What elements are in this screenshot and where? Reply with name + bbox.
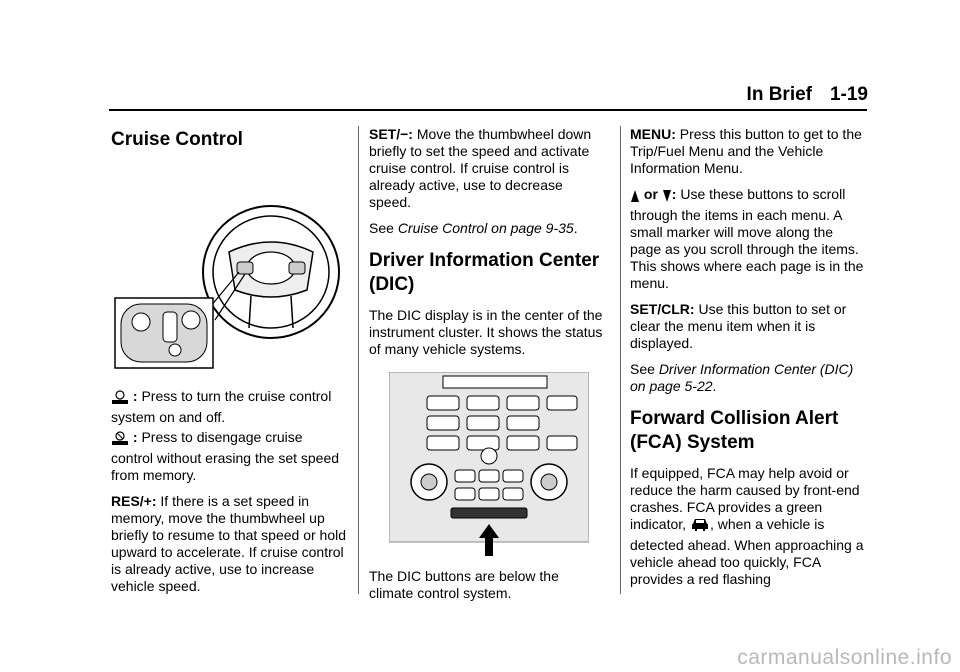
fca-intro: If equipped, FCA may help avoid or reduce the harm caused by front-end crashes. FCA provides a green indicator, , when a vehicle is detected ahead. When approaching a vehicle ahead too quickly, FCA provides a red flashing — [630, 465, 864, 587]
vehicle-ahead-icon — [690, 517, 710, 537]
dic-buttons-figure — [389, 372, 589, 562]
dic-intro: The DIC display is in the center of the instrument cluster. It shows the status of many vehicle systems. — [369, 307, 603, 357]
res-term: RES/+: — [111, 493, 157, 509]
page-number: 1-19 — [829, 84, 868, 105]
menu-entry — [630, 126, 868, 177]
up-arrow-icon — [630, 189, 640, 207]
page-header — [0, 84, 960, 104]
dic-heading: Driver Information Center (DIC) — [369, 250, 600, 295]
onoff-desc: Press to turn the cruise control system on and off. — [111, 388, 332, 425]
dic-ref-link[interactable]: Driver Information Center (DIC) on page 5-22 — [630, 361, 854, 394]
steering-wheel-figure — [111, 192, 347, 376]
cancel-desc: Press to disengage cruise control without erasing the set speed from memory. — [111, 429, 340, 483]
dic-see-ref: See Driver Information Center (DIC) on page 5-22. — [630, 361, 854, 394]
cruise-cancel-icon — [111, 430, 129, 450]
column-divider — [358, 126, 359, 594]
arrows-entry: or : Use these buttons to scroll through the items in each menu. A small marker will move along the page as you scroll through the items. This shows where each page is in the menu. — [630, 186, 864, 291]
column-1 — [111, 126, 347, 595]
cruise-control-heading: Cruise Control — [111, 129, 243, 150]
setclr-entry — [630, 301, 868, 352]
cancel-entry: : Press to disengage cruise control without erasing the set speed from memory. — [111, 429, 340, 483]
watermark: carmanualsonline.info — [737, 646, 952, 669]
steering-wheel-illustration — [111, 192, 347, 376]
climate-panel-illustration — [389, 372, 589, 562]
fca-heading: Forward Collision Alert (FCA) System — [630, 408, 839, 453]
section-title: In Brief — [746, 84, 812, 105]
set-desc: Move the thumbwheel down briefly to set the speed and activate cruise control. If cruise control is already active, use to decrease speed. — [369, 126, 592, 210]
header-rule — [109, 109, 867, 111]
arrows-desc: Use these buttons to scroll through the items in each menu. A small marker will move along the page as you scroll through the items. This shows where each page is in the menu. — [630, 186, 864, 291]
onoff-entry: : Press to turn the cruise control system on and off. — [111, 388, 332, 425]
set-entry — [369, 126, 607, 211]
setclr-desc: Use this button to set or clear the menu item when it is displayed. — [630, 301, 847, 351]
column-3 — [630, 126, 868, 588]
setclr-term: SET/CLR: — [630, 301, 695, 317]
res-desc: If there is a set speed in memory, move the thumbwheel up briefly to resume to that speed or hold upward to accelerate. If cruise control is already active, use to increase vehicle speed. — [111, 493, 347, 594]
column-divider — [620, 126, 621, 594]
down-arrow-icon — [662, 189, 672, 207]
menu-desc: Press this button to get to the Trip/Fuel Menu and the Vehicle Information Menu. — [630, 126, 862, 176]
set-term: SET/−: — [369, 126, 413, 142]
cruise-ref-link[interactable]: Cruise Control on page 9-35 — [397, 220, 574, 236]
res-entry — [111, 493, 347, 595]
cruise-onoff-icon — [111, 389, 129, 409]
menu-term: MENU: — [630, 126, 676, 142]
column-2 — [369, 126, 607, 602]
dic-caption: The DIC buttons are below the climate control system. — [369, 568, 559, 601]
cruise-see-ref: See Cruise Control on page 9-35. — [369, 220, 578, 236]
